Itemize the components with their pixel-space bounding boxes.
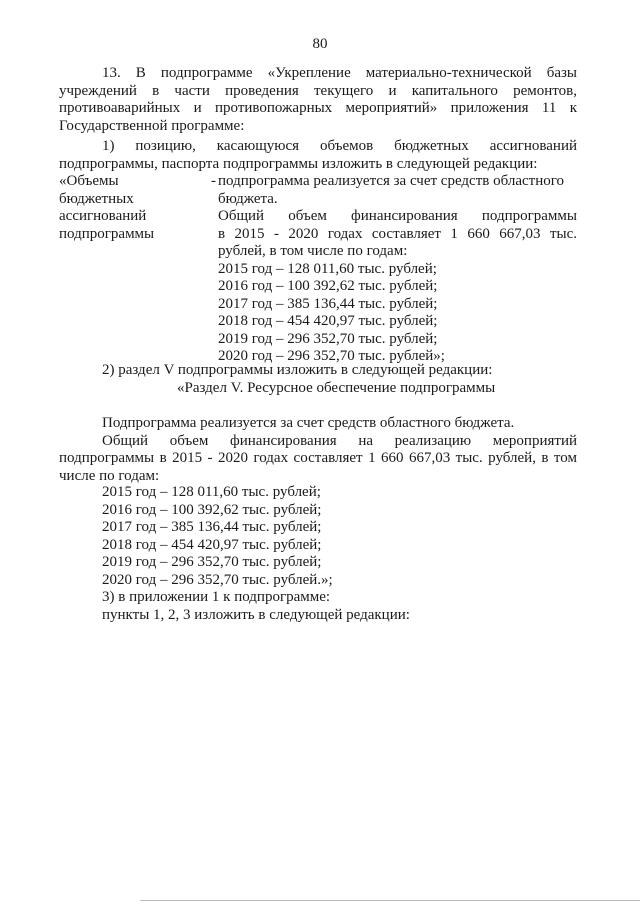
section-heading: «Раздел V. Ресурсное обеспечение подпрограммы bbox=[177, 379, 496, 396]
passport-dash: - bbox=[211, 173, 216, 189]
resource-year-item: 2015 год – 128 011,60 тыс. рублей; bbox=[102, 484, 321, 500]
resource-line: Подпрограмма реализуется за счет средств областного бюджета. bbox=[102, 415, 515, 431]
item-13-line: 13. В подпрограмме «Укрепление материально-технической базы bbox=[102, 65, 577, 81]
position-1-line: 1) позицию, касающуюся объемов бюджетных ассигнований bbox=[102, 138, 577, 154]
passport-value-line: бюджета. bbox=[218, 190, 278, 207]
bottom-scan-line bbox=[140, 900, 640, 901]
position-1-paragraph bbox=[59, 138, 577, 173]
passport-label-line: подпрограммы bbox=[59, 225, 155, 242]
resource-year-item: 2020 год – 296 352,70 тыс. рублей.»; bbox=[102, 571, 333, 588]
resource-years-list bbox=[59, 484, 620, 589]
passport-label-line: «Объемы bbox=[59, 173, 119, 189]
passport-year-item: 2020 год – 296 352,70 тыс. рублей»; bbox=[218, 348, 445, 364]
item-13-line: учреждений в части проведения текущего и капитального ремонтов, bbox=[59, 82, 577, 99]
resource-year-item: 2019 год – 296 352,70 тыс. рублей; bbox=[102, 554, 322, 570]
resource-paragraph bbox=[59, 415, 577, 485]
passport-year-item: 2018 год – 454 420,97 тыс. рублей; bbox=[218, 313, 438, 329]
passport-year-item: 2015 год – 128 011,60 тыс. рублей; bbox=[218, 260, 437, 277]
passport-value bbox=[218, 173, 577, 366]
section-2-paragraph bbox=[59, 362, 577, 397]
resource-year-item: 2016 год – 100 392,62 тыс. рублей; bbox=[102, 501, 322, 518]
passport-year-item: 2019 год – 296 352,70 тыс. рублей; bbox=[218, 330, 438, 347]
item-13-line: Государственной программе: bbox=[59, 117, 245, 134]
passport-value-line: в 2015 - 2020 годах составляет 1 660 667,03 тыс. bbox=[218, 225, 577, 242]
passport-value-line: подпрограмма реализуется за счет средств областного bbox=[218, 173, 565, 189]
passport-label-line: ассигнований bbox=[59, 208, 147, 224]
appendix-line: 3) в приложении 1 к подпрограмме: bbox=[102, 589, 331, 605]
resource-line: Общий объем финансирования на реализацию мероприятий bbox=[102, 432, 577, 449]
passport-year-item: 2016 год – 100 392,62 тыс. рублей; bbox=[218, 278, 438, 294]
position-1-line: подпрограммы, паспорта подпрограммы изложить в следующей редакции: bbox=[59, 155, 538, 172]
passport-value-line: рублей, в том числе по годам: bbox=[218, 243, 408, 259]
section-2-line: 2) раздел V подпрограммы изложить в следующей редакции: bbox=[102, 362, 493, 378]
resource-line: числе по годам: bbox=[59, 467, 160, 484]
passport-year-item: 2017 год – 385 136,44 тыс. рублей; bbox=[218, 295, 438, 312]
item-13-paragraph bbox=[59, 65, 577, 135]
resource-year-item: 2018 год – 454 420,97 тыс. рублей; bbox=[102, 536, 322, 553]
appendix-paragraph bbox=[59, 589, 620, 624]
resource-year-item: 2017 год – 385 136,44 тыс. рублей; bbox=[102, 519, 322, 535]
item-13-line: противоаварийных и противопожарных мероприятий» приложения 11 к bbox=[59, 100, 577, 116]
passport-years-list bbox=[218, 261, 577, 366]
resource-line: подпрограммы в 2015 - 2020 годах составляет 1 660 667,03 тыс. рублей, в том bbox=[59, 450, 577, 466]
passport-value-line: Общий объем финансирования подпрограммы bbox=[218, 208, 577, 224]
appendix-line: пункты 1, 2, 3 изложить в следующей редакции: bbox=[102, 606, 410, 623]
passport-label bbox=[59, 173, 199, 243]
passport-label-line: бюджетных bbox=[59, 190, 134, 207]
page-number: 80 bbox=[312, 36, 328, 52]
